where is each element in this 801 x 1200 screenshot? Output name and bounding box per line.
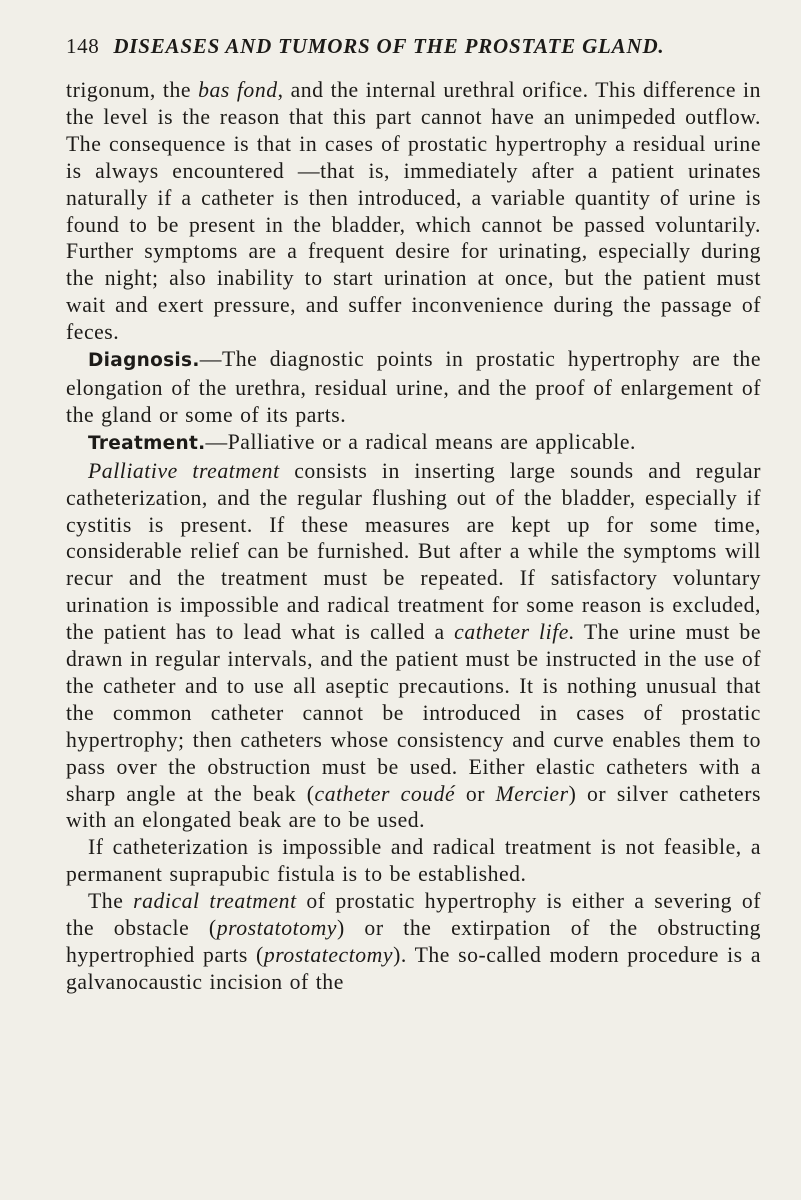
paragraph-radical-treatment: The radical treatment of prostatic hypertrophy is either a severing of the obstacle (prostatotomy) or the extirpation of the obstructing hypertrophied parts (prostatectomy). The so-called modern procedure is a galvanocaustic incision of the [66, 889, 762, 994]
term-radical-treatment: radical treatment [133, 889, 297, 914]
treatment-heading: Treatment. [88, 432, 206, 454]
term-mercier: Mercier [495, 781, 569, 806]
running-head [66, 34, 761, 59]
body-text [66, 77, 761, 996]
term-prostatectomy: prostatectomy [263, 943, 394, 967]
paragraph-treatment: Treatment.—Palliative or a radical means are applicable. [88, 429, 636, 454]
paragraph-bladder-residual-urine: trigonum, the bas fond, and the internal urethral orifice. This difference in the level is the reason that this part cannot have an unimpeded outflow. The consequence is that in cases of prostatic hypertrophy a residual urine is always encountered —that is, immediately after a patient urinates naturally if a catheter is then introduced, a variable quantity of urine is found to be present in the bladder, which cannot be passed voluntarily. Further symptoms are a frequent desire for urinating, especially during the night; also inability to start urination at once, but the patient must wait and exert pressure, and suffer inconvenience during the passage of feces. [66, 78, 761, 345]
term-catheter-coude: catheter coudé [314, 781, 456, 806]
term-prostatotomy: prostatotomy [216, 916, 337, 941]
paragraph-suprapubic-fistula: If catheterization is impossible and radical treatment is not feasible, a permanent suprapubic fistula is to be established. [66, 835, 761, 887]
term-bas-fond: bas fond [198, 78, 278, 102]
diagnosis-heading: Diagnosis. [88, 350, 200, 372]
paragraph-diagnosis: Diagnosis.—The diagnostic points in prostatic hypertrophy are the elongation of the urethra, residual urine, and the proof of enlargement of the gland or some of its parts. [66, 347, 761, 427]
term-palliative-treatment: Palliative treatment [88, 458, 280, 483]
paragraph-palliative-treatment: Palliative treatment consists in inserting large sounds and regular catheterization, and the regular flushing out of the bladder, especially if cystitis is present. If these measures are kept up for some time, considerable relief can be furnished. But after a while the symptoms will recur and the treatment must be repeated. If satisfactory voluntary urination is impossible and radical treatment for some reason is excluded, the patient has to lead what is called a catheter life. The urine must be drawn in regular intervals, and the patient must be instructed in the use of the catheter and to use all aseptic precautions. It is nothing unusual that the common catheter cannot be introduced in cases of prostatic hypertrophy; then catheters whose consistency and curve enables them to pass over the obstruction must be used. Either elastic catheters with a sharp angle at the beak (catheter coudé or Mercier) or silver catheters with an elongated beak are to be used. [66, 458, 761, 833]
running-head-title: DISEASES AND TUMORS OF THE PROSTATE GLAND. [113, 34, 665, 58]
term-catheter-life: catheter life. [454, 620, 575, 645]
page-number: 148 [66, 34, 100, 58]
